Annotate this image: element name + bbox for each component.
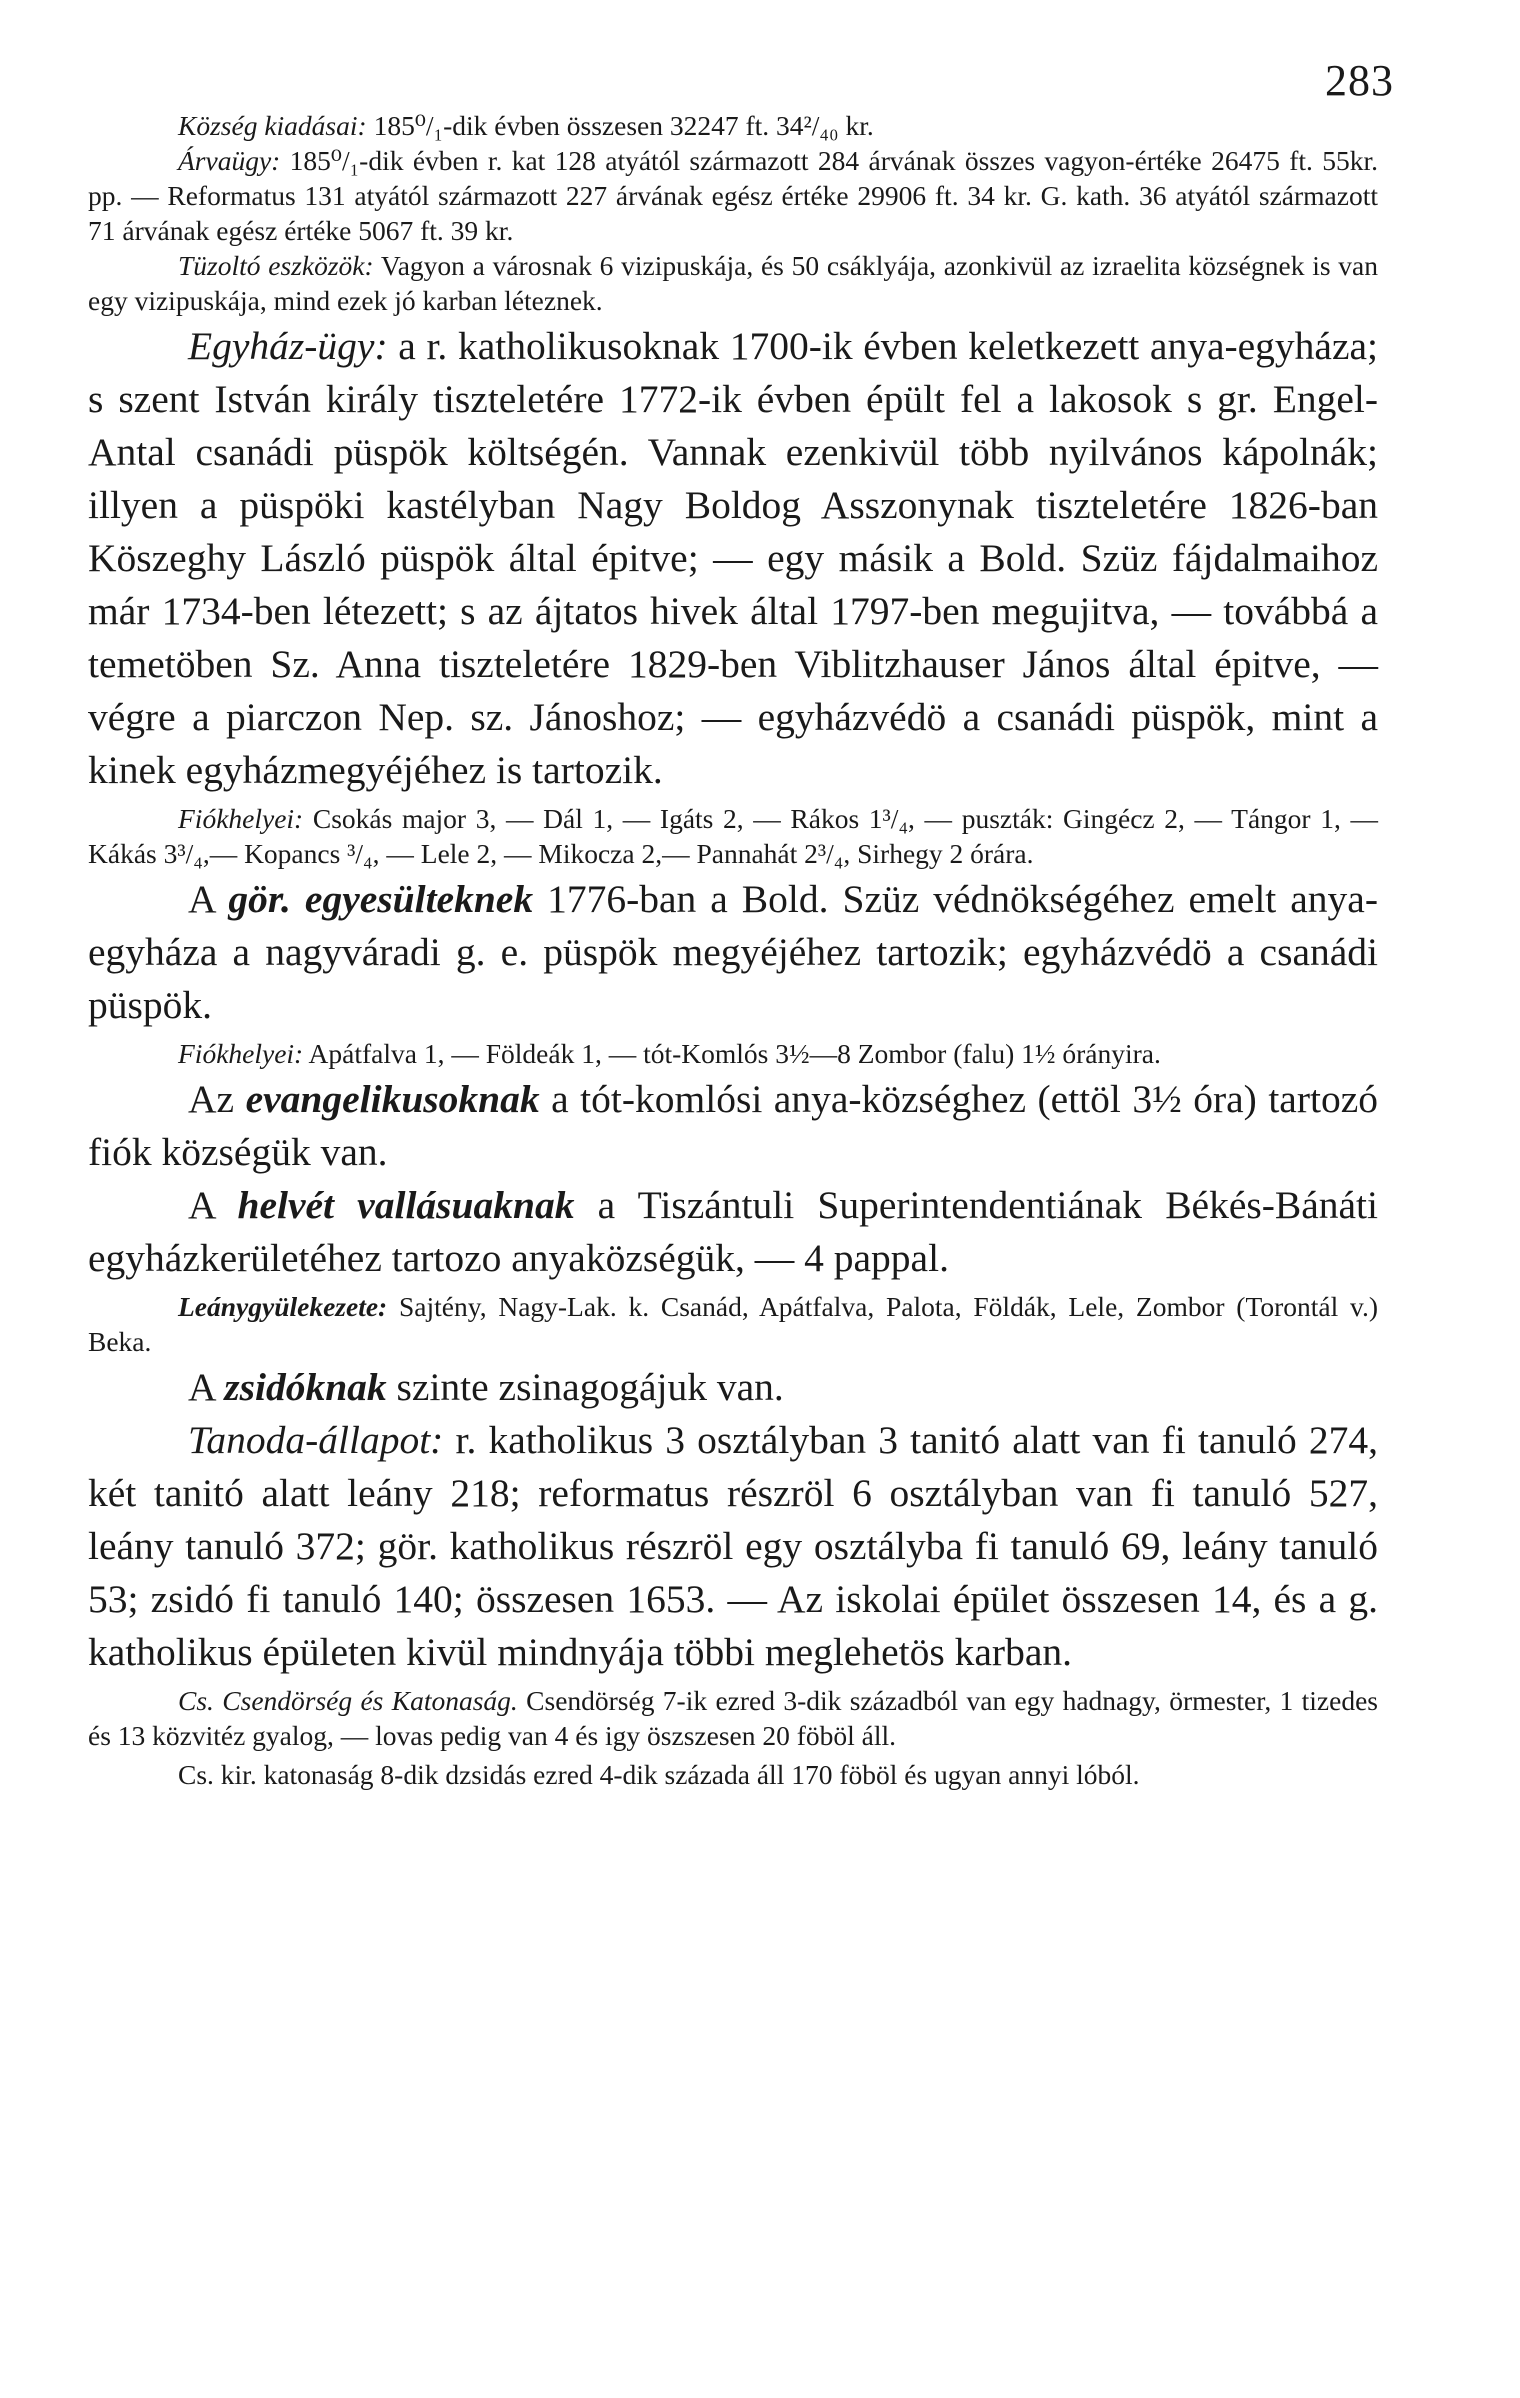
paragraph-label: Tanoda-állapot:	[188, 1418, 444, 1462]
text-column	[88, 108, 1378, 1792]
paragraph-text: szinte zsinagogájuk van.	[386, 1365, 784, 1409]
paragraph-label: Község kiadásai:	[178, 110, 367, 141]
paragraph-prefix: A	[188, 1183, 238, 1227]
paragraph-label: gör. egyesülteknek	[228, 877, 534, 921]
paragraph-label: Egyház-ügy:	[188, 324, 388, 368]
paragraph-evangelikusok	[88, 1073, 1378, 1179]
paragraph-label: Fiókhelyei:	[178, 1038, 304, 1069]
paragraph-katonasag	[88, 1757, 1378, 1792]
paragraph-label: zsidóknak	[224, 1365, 387, 1409]
paragraph-text: r. katholikus 3 osztályban 3 tanitó alatt van fi tanuló 274, két tanitó alatt leány 218; reformatus részröl 6 osztályban van fi tanuló 527, leány tanuló 372; gör. katholikus részröl egy osztályba fi tanuló 69, leány tanuló 53; zsidó fi tanuló 140; összesen 1653. — Az iskolai épület összesen 14, és a g. katholikus épületen kivül mindnyája többi meglehetös karban.	[88, 1418, 1378, 1674]
paragraph-fiokhelyei-1	[88, 801, 1378, 871]
paragraph-label: helvét vallásuaknak	[237, 1183, 575, 1227]
paragraph-text: Sajtény, Nagy-Lak. k. Csanád, Apátfalva, Palota, Földák, Lele, Zombor (Torontál v.) Beka.	[88, 1291, 1378, 1357]
paragraph-label: Árvaügy:	[178, 145, 281, 176]
paragraph-text: 185⁰/₁-dik évben r. kat 128 atyától származott 284 árvának összes vagyon-értéke 26475 ft. 55kr. pp. — Reformatus 131 atyától származott 227 árvának egész értéke 29906 ft. 34 kr. G. kath. 36 atyától származott 71 árvának egész értéke 5067 ft. 39 kr.	[88, 145, 1378, 246]
paragraph-text: Apátfalva 1, — Földeák 1, — tót-Komlós 3½—8 Zombor (falu) 1½ órányira.	[303, 1038, 1161, 1069]
paragraph-text: 1776-ban a Bold. Szüz védnökségéhez emelt anya-egyháza a nagyváradi g. e. püspök megyéjéhez tartozik; egyházvédö a csanádi püspök.	[88, 877, 1378, 1027]
paragraph-arvaugy	[88, 143, 1378, 248]
paragraph-text: a Tiszántuli Superintendentiának Békés-Bánáti egyházkerületéhez tartozo anyaközségük, — 4 pappal.	[88, 1183, 1378, 1280]
paragraph-prefix: A	[188, 877, 229, 921]
paragraph-tuzolto-eszkozok	[88, 248, 1378, 318]
paragraph-text: 185⁰/₁-dik évben összesen 32247 ft. 34²/₄₀ kr.	[366, 110, 874, 141]
paragraph-prefix: Az	[188, 1077, 246, 1121]
paragraph-fiokhelyei-2	[88, 1036, 1378, 1071]
paragraph-label: Tüzoltó eszközök:	[178, 250, 374, 281]
paragraph-text: a r. katholikusoknak 1700-ik évben keletkezett anya-egyháza; s szent István király tiszteletére 1772-ik évben épült fel a lakosok s gr. Engel-Antal csanádi püspök költségén. Vannak ezenkivül több nyilvános kápolnák; illyen a püspöki kastélyban Nagy Boldog Asszonynak tiszteletére 1826-ban Köszeghy László püspök által épitve; — egy másik a Bold. Szüz fájdalmaihoz már 1734-ben létezett; s az ájtatos hivek által 1797-ben megujitva, — továbbá a temetöben Sz. Anna tiszteletére 1829-ben Viblitzhauser János által épitve, — végre a piarczon Nep. sz. Jánoshoz; — egyházvédö a csanádi püspök, mint a kinek egyházmegyéjéhez is tartozik.	[88, 324, 1378, 792]
paragraph-label: evangelikusoknak	[245, 1077, 540, 1121]
page-number: 283	[1325, 56, 1394, 105]
paragraph-prefix: A	[188, 1365, 225, 1409]
paragraph-text: Csokás major 3, — Dál 1, — Igáts 2, — Rákos 1³/₄, — puszták: Gingécz 2, — Tángor 1, — Kákás 3³/₄,— Kopancs ³/₄, — Lele 2, — Mikocza 2,— Pannahát 2³/₄, Sirhegy 2 órára.	[88, 803, 1378, 869]
paragraph-text: a tót-komlósi anya-községhez (ettöl 3½ óra) tartozó fiók községük van.	[88, 1077, 1379, 1174]
paragraph-kozseg-kiadasai	[88, 108, 1378, 143]
paragraph-label: Fiókhelyei:	[178, 803, 304, 834]
paragraph-zsidok	[88, 1361, 1378, 1414]
paragraph-helvet	[88, 1179, 1378, 1285]
paragraph-text: Cs. kir. katonaság 8-dik dzsidás ezred 4-dik százada áll 170 föböl és ugyan annyi lóból.	[178, 1759, 1140, 1790]
paragraph-label: Cs. Csendörség és Katonaság.	[178, 1685, 518, 1716]
paragraph-egyhaz-ugy	[88, 320, 1378, 797]
paragraph-text: Vagyon a városnak 6 vizipuskája, és 50 csáklyája, azonkivül az izraelita községnek is van egy vizipuskája, mind ezek jó karban léteznek.	[88, 250, 1378, 316]
paragraph-gor-egyesultek	[88, 873, 1378, 1032]
paragraph-csendorseg	[88, 1683, 1378, 1753]
paragraph-leanygyulekezete	[88, 1289, 1378, 1359]
paragraph-label: Leánygyülekezete:	[178, 1291, 388, 1322]
paragraph-tanoda-allapot	[88, 1414, 1378, 1679]
paragraph-text: Csendörség 7-ik ezred 3-dik századból van egy hadnagy, örmester, 1 tizedes és 13 közvitéz gyalog, — lovas pedig van 4 és igy öszszesen 20 föböl áll.	[88, 1685, 1378, 1751]
